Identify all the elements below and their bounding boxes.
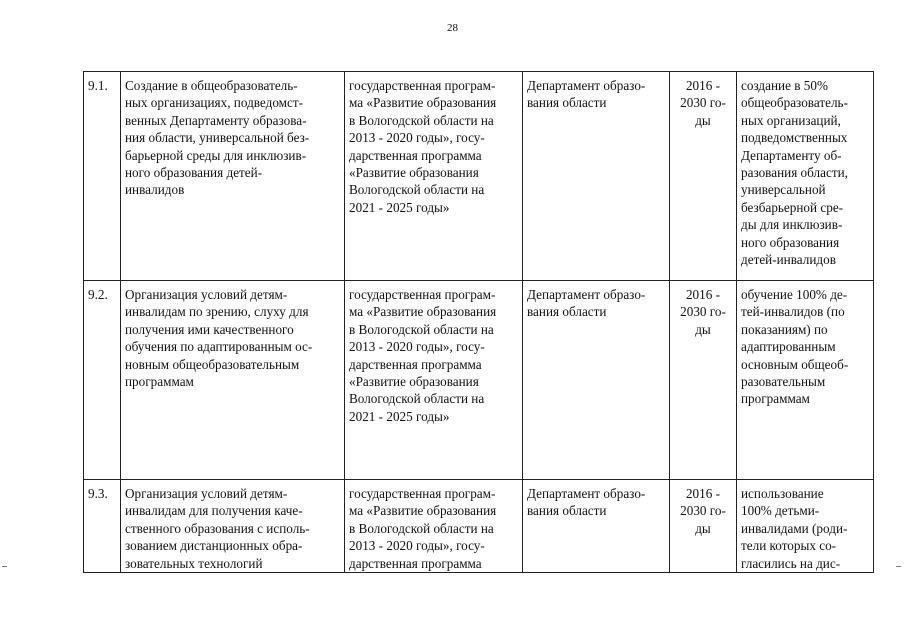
row-number: 9.3. [84,480,121,573]
measure-name: Организация условий детям- инвалидам для получения каче- ственного образования с исполь- зованием дистанционных обра- зовательных технологий [121,480,345,573]
term-cell: 2016 - 2030 го- ды [670,72,737,281]
department-cell: Департамент образо- вания области [523,480,670,573]
result-cell: использование 100% детьми- инвалидами (роди- тели которых со- гласились на дис- [737,480,874,573]
program-cell: государственная програм- ма «Развитие образования в Вологодской области на 2013 - 2020 годы», госу- дарственная программа [345,480,523,573]
scan-edge-mark [896,566,901,567]
table-row [84,72,874,281]
program-cell: государственная програм- ма «Развитие образования в Вологодской области на 2013 - 2020 годы», госу- дарственная программа «Развитие образования Вологодской области на 2021 - 2025 годы» [345,281,523,480]
row-number: 9.1. [84,72,121,281]
measure-name: Организация условий детям- инвалидам по зрению, слуху для получения ими качественного обучения по адаптированным ос- новным общеобразовательным программам [121,281,345,480]
measure-name: Создание в общеобразователь- ных организациях, подведомст- венных Департаменту образова- ния области, универсальной без- барьерной среды для инклюзив- ного образования детей- инвалидов [121,72,345,281]
term-cell: 2016 - 2030 го- ды [670,480,737,573]
table-row [84,281,874,480]
measures-table [83,71,874,573]
table-row [84,480,874,573]
department-cell: Департамент образо- вания области [523,281,670,480]
row-number: 9.2. [84,281,121,480]
term-cell: 2016 - 2030 го- ды [670,281,737,480]
page-number: 28 [447,22,458,34]
scan-edge-mark [2,566,7,567]
result-cell: создание в 50% общеобразователь- ных организаций, подведомственных Департаменту об- разования области, универсальной безбарьерной сре- ды для инклюзив- ного образования детей-инвалидов [737,72,874,281]
program-cell: государственная програм- ма «Развитие образования в Вологодской области на 2013 - 2020 годы», госу- дарственная программа «Развитие образования Вологодской области на 2021 - 2025 годы» [345,72,523,281]
result-cell: обучение 100% де- тей-инвалидов (по показаниям) по адаптированным основным общеоб- разовательным программам [737,281,874,480]
department-cell: Департамент образо- вания области [523,72,670,281]
